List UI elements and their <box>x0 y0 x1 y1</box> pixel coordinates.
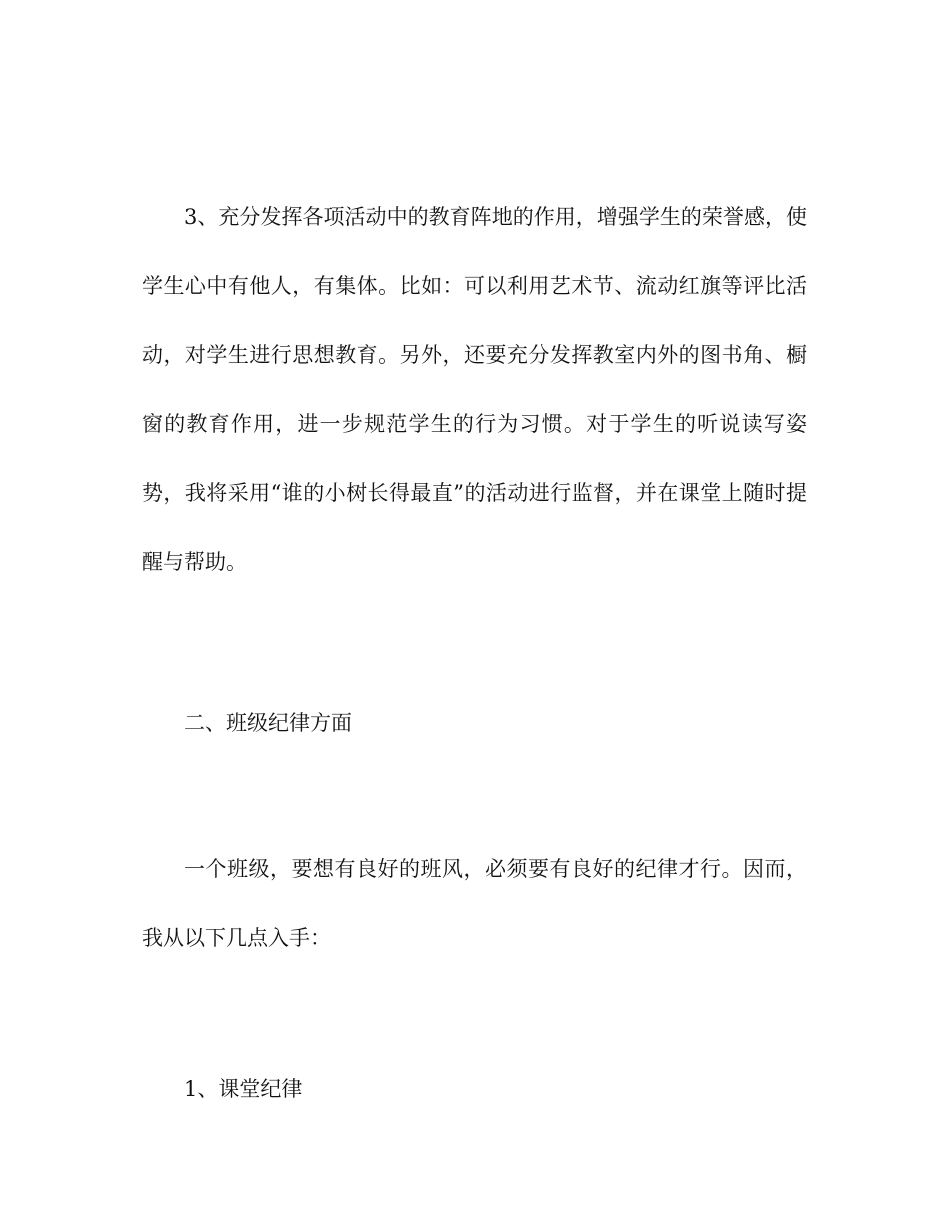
subheading-classroom-discipline: 1、课堂纪律 <box>184 1077 303 1101</box>
paragraph-discipline-intro: 一个班级，要想有良好的班风，必须要有良好的纪律才行。因而，我从以下几点入手： <box>142 857 807 950</box>
section-heading-class-discipline: 二、班级纪律方面 <box>184 711 352 735</box>
paragraph-activity-education: 3、充分发挥各项活动中的教育阵地的作用，增强学生的荣誉感，使学生心中有他人，有集体。比如：可以利用艺术节、流动红旗等评比活动，对学生进行思想教育。另外，还要充分发挥教室内外的图书角、橱窗的教育作用，进一步规范学生的行为习惯。对于学生的听说读写姿势，我将采用“谁的小树长得最直”的活动进行监督，并在课堂上随时提醒与帮助。 <box>142 205 807 574</box>
